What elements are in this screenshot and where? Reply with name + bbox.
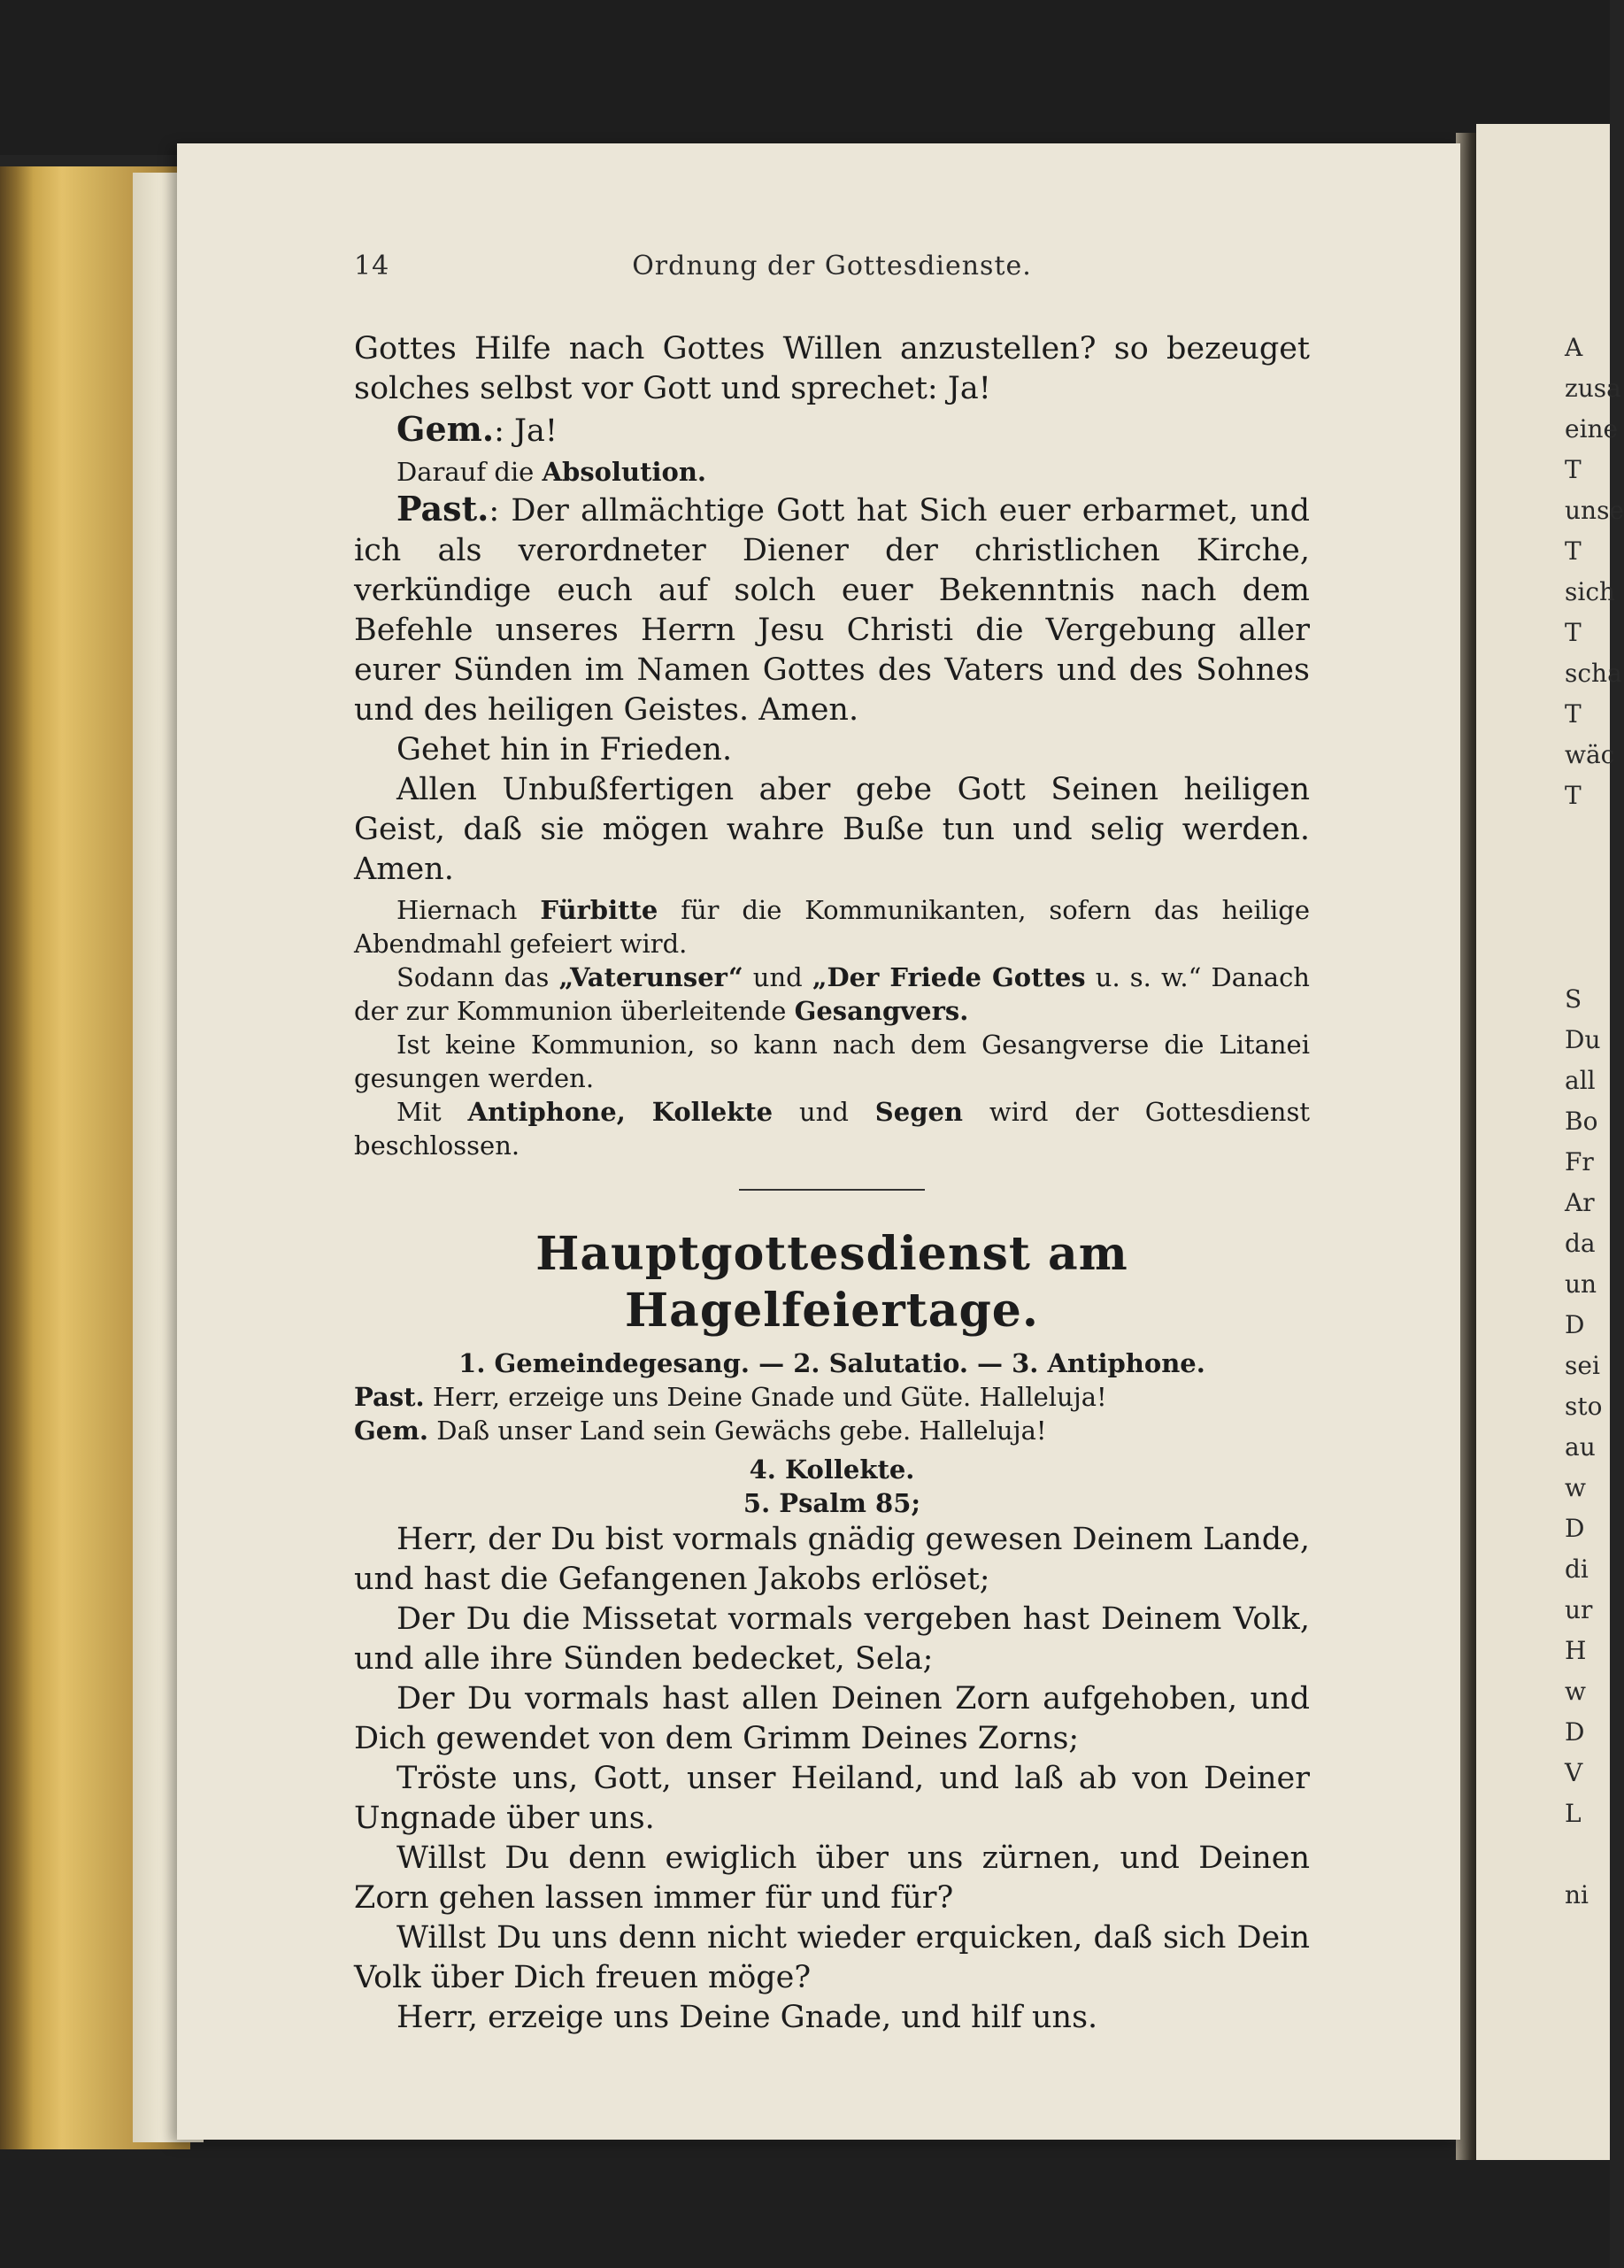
facing-page-fragment xyxy=(1565,816,1610,857)
psalm-verse: Der Du die Missetat vormals vergeben hast Deinem Volk, und alle ihre Sünden bedecket, Sela; xyxy=(354,1601,1310,1677)
page-body xyxy=(354,329,1310,2038)
rubric-term: Segen xyxy=(874,1097,964,1127)
paragraph-unbussfertigen: Allen Unbußfertigen aber gebe Gott Seinen heiligen Geist, daß sie mögen wahre Buße tun und selig werden. Amen. xyxy=(354,772,1310,887)
versicle-gem xyxy=(354,1414,1310,1447)
rubric-vaterunser xyxy=(354,960,1310,1028)
facing-page-fragment xyxy=(1565,857,1610,898)
facing-page-fragment: Bo xyxy=(1565,1107,1598,1136)
facing-page-fragment: T xyxy=(1565,781,1582,810)
absolution-paragraph xyxy=(354,489,1310,730)
rubric-text: u. s. w.“ Danach der zur Kommunion überleitende xyxy=(354,962,1310,1026)
facing-page-fragment: H xyxy=(1565,1636,1587,1665)
facing-page-fragment: Fr xyxy=(1565,1147,1594,1176)
facing-page-fragment: D xyxy=(1565,1514,1585,1543)
speaker-label: Past. xyxy=(354,1382,425,1412)
rubric-term: Absolution. xyxy=(542,457,707,487)
facing-page-fragment: D xyxy=(1565,1310,1585,1339)
rubric-term: „Der Friede Gottes xyxy=(812,962,1086,992)
rubric-text: für die Kommunikanten, sofern das heilige Abendmahl gefeiert wird. xyxy=(354,895,1310,959)
facing-page-text xyxy=(1565,328,1624,1916)
facing-page-fragment xyxy=(1565,898,1610,938)
speaker-label: Past. xyxy=(396,489,489,528)
rubric-text: Hiernach xyxy=(396,895,518,925)
rubric-schluss xyxy=(354,1095,1310,1162)
psalm-verse: Tröste uns, Gott, unser Heiland, und laß ab von Deiner Ungnade über uns. xyxy=(354,1761,1310,1836)
psalm-verse: Herr, erzeige uns Deine Gnade, und hilf uns. xyxy=(396,2000,1098,2035)
facing-page-fragment: ni xyxy=(1565,1880,1589,1909)
section-divider xyxy=(739,1189,925,1191)
psalm-verse: Willst Du denn ewiglich über uns zürnen, und Deinen Zorn gehen lassen immer für und für? xyxy=(354,1840,1310,1916)
facing-page-fragment: un xyxy=(1565,1269,1597,1299)
running-head xyxy=(354,251,1310,286)
order-line: 1. Gemeindegesang. — 2. Salutatio. — 3. Antiphone. xyxy=(458,1348,1205,1378)
facing-page-fragment xyxy=(1565,1834,1610,1875)
facing-page-fragment: sich xyxy=(1565,577,1616,606)
facing-page-fragment: scha xyxy=(1565,659,1622,688)
versicle-text: Herr, erzeige uns Deine Gnade und Güte. Halleluja! xyxy=(432,1382,1107,1412)
psalm-verse: Willst Du uns denn nicht wieder erquicken, daß sich Dein Volk über Dich freuen möge? xyxy=(354,1920,1310,1995)
psalm-verse: Herr, der Du bist vormals gnädig gewesen Deinem Lande, und hast die Gefangenen Jakobs erlöset; xyxy=(354,1522,1310,1597)
facing-page-fragment: T xyxy=(1565,699,1582,729)
speaker-label: Gem. xyxy=(354,1416,428,1446)
rubric-term: Fürbitte xyxy=(540,895,658,925)
facing-page-fragment: w xyxy=(1565,1677,1586,1706)
paragraph-frieden: Gehet hin in Frieden. xyxy=(396,732,733,768)
facing-page-fragment: eine xyxy=(1565,414,1619,444)
rubric-text: wird der Gottesdienst beschlossen. xyxy=(354,1097,1310,1161)
facing-page-fragment: ur xyxy=(1565,1595,1593,1624)
rubric-text: Darauf die xyxy=(396,457,535,487)
psalm-verse: Der Du vormals hast allen Deinen Zorn aufgehoben, und Dich gewendet von dem Grimm Deines Zorns; xyxy=(354,1681,1310,1756)
response-gem xyxy=(354,409,1310,451)
rubric-term: Kollekte xyxy=(651,1097,774,1127)
absolution-text: : Der allmächtige Gott hat Sich euer erbarmet, und ich als verordneter Diener der christlichen Kirche, verkündige euch auf solch euer Bekenntnis nach dem Befehle unseres Herrn Jesu Christi die Vergebung aller eurer Sünden im Namen Gottes des Vaters und des Sohnes und des heiligen Geistes. Amen. xyxy=(354,493,1310,728)
facing-page-fragment: sei xyxy=(1565,1351,1600,1380)
background-bottom xyxy=(0,2142,1610,2268)
facing-page-fragment: T xyxy=(1565,455,1582,484)
facing-page-fragment: Du xyxy=(1565,1025,1601,1054)
rubric-text: Sodann das xyxy=(396,962,550,992)
facing-page-fragment: sto xyxy=(1565,1392,1603,1421)
response-text: : Ja! xyxy=(494,413,558,449)
item-kollekte: 4. Kollekte. xyxy=(749,1454,915,1485)
facing-page-fragment: all xyxy=(1565,1066,1596,1095)
facing-page-fragment: T xyxy=(1565,618,1582,647)
rubric-term: „Vaterunser“ xyxy=(558,962,743,992)
rubric-absolution xyxy=(354,455,1310,489)
facing-page-fragment: wäc xyxy=(1565,740,1615,769)
facing-page-fragment: A xyxy=(1565,333,1583,362)
running-title: Ordnung der Gottesdienste. xyxy=(632,251,1032,282)
facing-page-fragment: D xyxy=(1565,1717,1585,1747)
rubric-text: und xyxy=(752,962,803,992)
facing-page-fragment xyxy=(1565,938,1610,979)
facing-page-fragment: S xyxy=(1565,984,1582,1014)
facing-page-fragment: zusa xyxy=(1565,374,1621,403)
facing-page-fragment: V xyxy=(1565,1758,1583,1787)
facing-page-fragment: Ar xyxy=(1565,1188,1595,1217)
versicle-past xyxy=(354,1380,1310,1414)
facing-page-fragment: unse xyxy=(1565,496,1624,525)
rubric-fuerbitte xyxy=(354,893,1310,960)
facing-page-fragment: T xyxy=(1565,536,1582,566)
versicle-text: Daß unser Land sein Gewächs gebe. Halleluja! xyxy=(436,1416,1047,1446)
paragraph-hilfe: Gottes Hilfe nach Gottes Willen anzustellen? so bezeuget solches selbst vor Gott und sprechet: Ja! xyxy=(354,331,1310,406)
facing-page-fragment: au xyxy=(1565,1432,1596,1462)
item-psalm: 5. Psalm 85; xyxy=(743,1488,921,1518)
facing-page-fragment: w xyxy=(1565,1473,1586,1502)
rubric-term: Antiphone, xyxy=(467,1097,626,1127)
speaker-label: Gem. xyxy=(396,409,495,449)
page-number: 14 xyxy=(354,251,390,282)
section-heading: Hauptgottesdienst am Hagelfeiertage. xyxy=(535,1227,1128,1338)
facing-page-fragment: da xyxy=(1565,1229,1596,1258)
background-top xyxy=(0,0,1610,155)
rubric-litanei: Ist keine Kommunion, so kann nach dem Gesangverse die Litanei gesungen werden. xyxy=(354,1030,1310,1093)
facing-page-fragment: L xyxy=(1565,1799,1582,1828)
rubric-text: Mit xyxy=(396,1097,442,1127)
facing-page-fragment: di xyxy=(1565,1554,1589,1584)
rubric-term: Gesangvers. xyxy=(794,996,969,1026)
rubric-text: und xyxy=(798,1097,849,1127)
